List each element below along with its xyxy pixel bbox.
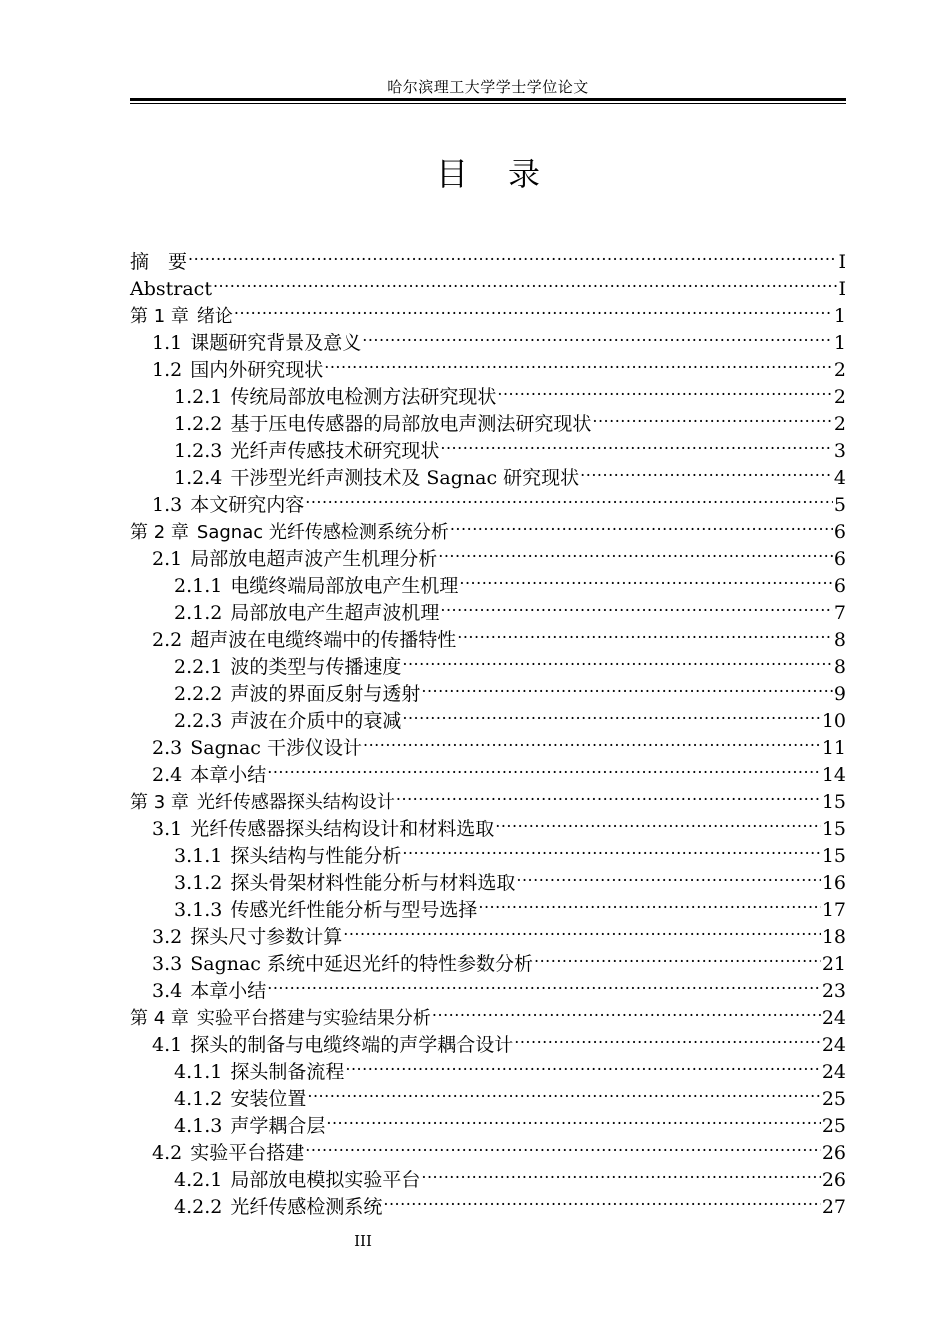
toc-entry-title: 声波的界面反射与透射 — [230, 683, 421, 705]
toc-entry-title: 声学耦合层 — [230, 1115, 326, 1137]
toc-dot-leader — [495, 808, 821, 835]
toc-entry-page: I — [838, 251, 846, 273]
toc-entry-number: 2.3 — [152, 737, 183, 759]
toc-entry-page: 6 — [833, 548, 846, 570]
toc-entry-label — [130, 303, 233, 330]
toc-entry-number: 2.1.1 — [174, 575, 223, 597]
toc-entry-title: 光纤传感器探头结构设计和材料选取 — [190, 818, 495, 840]
toc-entry-title: 实验平台搭建与实验结果分析 — [196, 1008, 431, 1029]
toc-entry-page: 27 — [821, 1196, 846, 1218]
toc-entry-number: 4.2 — [152, 1142, 183, 1164]
toc-entry-label — [130, 789, 395, 816]
toc-dot-leader — [396, 781, 821, 808]
toc-entry-page: 1 — [833, 332, 846, 354]
toc-entry-page: 7 — [833, 602, 846, 624]
header-rule-thick — [130, 98, 846, 101]
toc-entry-number: 2.1.2 — [174, 602, 223, 624]
toc-dot-leader — [188, 241, 837, 268]
toc-dot-leader — [432, 997, 821, 1024]
toc-dot-leader — [402, 835, 820, 862]
header-rule-thin — [130, 103, 846, 104]
toc-entry-page: 1 — [833, 305, 846, 327]
toc-entry-label — [174, 1194, 382, 1221]
toc-entry-title: Sagnac 系统中延迟光纤的特性参数分析 — [190, 953, 533, 975]
toc-entry-page: 21 — [821, 953, 846, 975]
toc-dot-leader — [267, 754, 821, 781]
toc-entry-title: Sagnac 光纤传感检测系统分析 — [196, 522, 449, 543]
toc-entry-number: 3.1.3 — [174, 899, 223, 921]
page-number: III — [354, 1232, 372, 1250]
toc-entry-page: 15 — [821, 845, 846, 867]
toc-entry-number: 2.4 — [152, 764, 183, 786]
toc-entry-number: 3.2 — [152, 926, 183, 948]
toc-dot-leader — [362, 322, 833, 349]
toc-entry-title: 探头的制备与电缆终端的声学耦合设计 — [190, 1034, 514, 1056]
toc-entry-number: 4.1.3 — [174, 1115, 223, 1137]
toc-entry-label — [174, 843, 401, 870]
toc-entry-title: 实验平台搭建 — [190, 1142, 305, 1164]
toc-dot-leader — [345, 1051, 820, 1078]
toc-entry-title: 探头制备流程 — [230, 1061, 345, 1083]
toc-entry[interactable] — [130, 241, 846, 273]
toc-entry-label — [174, 654, 401, 681]
toc-entry-page: 11 — [821, 737, 846, 759]
toc-entry-label — [174, 600, 439, 627]
toc-entry-label — [130, 519, 449, 546]
toc-dot-leader — [213, 268, 838, 295]
toc-entry-page: 3 — [833, 440, 846, 462]
toc-entry-page: 4 — [833, 467, 846, 489]
page-title-char-1: 目 — [435, 155, 468, 193]
toc-entry-number: 1.2 — [152, 359, 183, 381]
toc-dot-leader — [234, 295, 833, 322]
page-title-char-2: 录 — [508, 155, 541, 193]
toc-entry-title: 干涉型光纤声测技术及 Sagnac 研究现状 — [230, 467, 580, 489]
toc-entry-page: 5 — [833, 494, 846, 516]
running-header: 哈尔滨理工大学学士学位论文 — [387, 78, 589, 96]
toc-dot-leader — [421, 673, 833, 700]
toc-dot-leader — [457, 619, 833, 646]
toc-dot-leader — [450, 511, 833, 538]
toc-dot-leader — [326, 1105, 820, 1132]
toc-entry-label — [152, 762, 266, 789]
toc-entry-title: 安装位置 — [230, 1088, 307, 1110]
toc-entry-number: 2.2.3 — [174, 710, 223, 732]
toc-entry-title: 声波在介质中的衰减 — [230, 710, 402, 732]
toc-entry-number: 2.1 — [152, 548, 183, 570]
toc-dot-leader — [534, 943, 821, 970]
toc-entry-label — [152, 978, 266, 1005]
toc-entry-label — [174, 681, 420, 708]
toc-entry-number: 4.1 — [152, 1034, 183, 1056]
toc-entry-page: 8 — [833, 629, 846, 651]
toc-entry-label — [130, 276, 212, 303]
toc-entry-number: 2.2 — [152, 629, 183, 651]
toc-dot-leader — [592, 403, 833, 430]
toc-entry-page: 8 — [833, 656, 846, 678]
toc-dot-leader — [363, 727, 821, 754]
toc-dot-leader — [343, 916, 821, 943]
toc-entry-page: 6 — [833, 575, 846, 597]
toc-dot-leader — [402, 646, 833, 673]
toc-entry-page: 25 — [821, 1115, 846, 1137]
toc-entry-page: 17 — [821, 899, 846, 921]
toc-entry-page: 10 — [821, 710, 846, 732]
toc-dot-leader — [459, 565, 833, 592]
toc-entry-title: 探头骨架材料性能分析与材料选取 — [230, 872, 516, 894]
toc-entry-page: 26 — [821, 1142, 846, 1164]
toc-entry-number: 第 2 章 — [130, 522, 189, 543]
toc-entry-page: 26 — [821, 1169, 846, 1191]
toc-entry-title: 局部放电超声波产生机理分析 — [190, 548, 438, 570]
toc-entry-title: 本文研究内容 — [190, 494, 305, 516]
toc-entry-page: 24 — [821, 1007, 846, 1029]
toc-entry-title: 基于压电传感器的局部放电声测法研究现状 — [230, 413, 592, 435]
toc-entry-title: 摘 要 — [130, 251, 188, 273]
toc-entry-number: 1.3 — [152, 494, 183, 516]
toc-entry-label — [152, 357, 323, 384]
toc-entry-page: 14 — [821, 764, 846, 786]
toc-entry-page: 24 — [821, 1034, 846, 1056]
toc-entry-number: 3.1.2 — [174, 872, 223, 894]
toc-entry-label — [174, 573, 458, 600]
toc-entry-number: 3.1.1 — [174, 845, 223, 867]
toc-entry-number: 1.2.1 — [174, 386, 223, 408]
toc-entry-title: 课题研究背景及意义 — [190, 332, 362, 354]
toc-entry-label — [152, 924, 342, 951]
toc-entry-number: 3.1 — [152, 818, 183, 840]
toc-dot-leader — [497, 376, 833, 403]
toc-entry-number: 4.2.1 — [174, 1169, 223, 1191]
toc-entry-title: 波的类型与传播速度 — [230, 656, 402, 678]
toc-entry-title: Sagnac 干涉仪设计 — [190, 737, 362, 759]
toc-entry-number: 2.2.2 — [174, 683, 223, 705]
toc-dot-leader — [516, 862, 820, 889]
toc-entry-title: 超声波在电缆终端中的传播特性 — [190, 629, 457, 651]
toc-entry-title: 探头尺寸参数计算 — [190, 926, 343, 948]
toc-dot-leader — [438, 538, 833, 565]
toc-entry-number: 第 1 章 — [130, 306, 189, 327]
toc-dot-leader — [440, 592, 833, 619]
toc-dot-leader — [324, 349, 833, 376]
toc-entry-number: 1.1 — [152, 332, 183, 354]
table-of-contents — [130, 241, 846, 1218]
toc-entry-number: 1.2.4 — [174, 467, 223, 489]
toc-entry-page: 15 — [821, 791, 846, 813]
toc-dot-leader — [307, 1078, 820, 1105]
toc-entry-title: 光纤传感器探头结构设计 — [196, 792, 395, 813]
toc-entry-page: 2 — [833, 413, 846, 435]
toc-entry-title: 光纤传感检测系统 — [230, 1196, 383, 1218]
toc-dot-leader — [305, 484, 833, 511]
toc-dot-leader — [305, 1132, 821, 1159]
toc-entry-title: 本章小结 — [190, 764, 267, 786]
toc-entry-title: 电缆终端局部放电产生机理 — [230, 575, 459, 597]
toc-entry-title: 传感光纤性能分析与型号选择 — [230, 899, 478, 921]
toc-entry-label — [152, 546, 437, 573]
toc-entry-title: 传统局部放电检测方法研究现状 — [230, 386, 497, 408]
toc-entry-title: 本章小结 — [190, 980, 267, 1002]
toc-entry-number: 2.2.1 — [174, 656, 223, 678]
toc-dot-leader — [514, 1024, 821, 1051]
toc-entry-page: 25 — [821, 1088, 846, 1110]
toc-entry-title: 绪论 — [196, 306, 233, 327]
toc-entry-number: 1.2.3 — [174, 440, 223, 462]
toc-entry-title: Abstract — [130, 278, 212, 300]
toc-entry-number: 4.1.2 — [174, 1088, 223, 1110]
toc-dot-leader — [440, 430, 833, 457]
toc-entry-number: 3.4 — [152, 980, 183, 1002]
toc-entry-title: 局部放电模拟实验平台 — [230, 1169, 421, 1191]
toc-entry-label — [130, 249, 187, 276]
toc-entry-number: 1.2.2 — [174, 413, 223, 435]
toc-entry-page: 6 — [833, 521, 846, 543]
toc-entry-page: 16 — [821, 872, 846, 894]
toc-entry-title: 探头结构与性能分析 — [230, 845, 402, 867]
toc-entry-page: 2 — [833, 386, 846, 408]
toc-entry-page: 2 — [833, 359, 846, 381]
toc-dot-leader — [580, 457, 833, 484]
page-title — [130, 152, 846, 196]
toc-entry-page: I — [838, 278, 846, 300]
toc-entry-number: 4.2.2 — [174, 1196, 223, 1218]
toc-dot-leader — [421, 1159, 820, 1186]
toc-entry-label — [174, 384, 496, 411]
toc-entry-number: 第 3 章 — [130, 792, 189, 813]
toc-entry[interactable] — [130, 268, 846, 300]
toc-dot-leader — [383, 1186, 820, 1213]
toc-chapter-entry[interactable] — [130, 295, 846, 327]
toc-entry-page: 9 — [833, 683, 846, 705]
toc-entry-label — [130, 1005, 431, 1032]
toc-entry-page: 24 — [821, 1061, 846, 1083]
toc-entry-page: 18 — [821, 926, 846, 948]
toc-entry-page: 15 — [821, 818, 846, 840]
toc-entry-number: 第 4 章 — [130, 1008, 189, 1029]
toc-entry-label — [174, 1113, 325, 1140]
toc-entry-number: 3.3 — [152, 953, 183, 975]
toc-entry-label — [152, 492, 304, 519]
toc-entry[interactable] — [130, 322, 846, 354]
toc-entry-title: 局部放电产生超声波机理 — [230, 602, 440, 624]
toc-dot-leader — [478, 889, 820, 916]
toc-entry-label — [174, 438, 439, 465]
toc-dot-leader — [402, 700, 820, 727]
toc-entry-title: 国内外研究现状 — [190, 359, 324, 381]
toc-entry-number: 4.1.1 — [174, 1061, 223, 1083]
toc-entry-title: 光纤声传感技术研究现状 — [230, 440, 440, 462]
toc-dot-leader — [267, 970, 821, 997]
toc-entry-page: 23 — [821, 980, 846, 1002]
toc-entry-label — [174, 1086, 306, 1113]
toc-entry-label — [174, 870, 515, 897]
toc-entry-label — [152, 1140, 304, 1167]
